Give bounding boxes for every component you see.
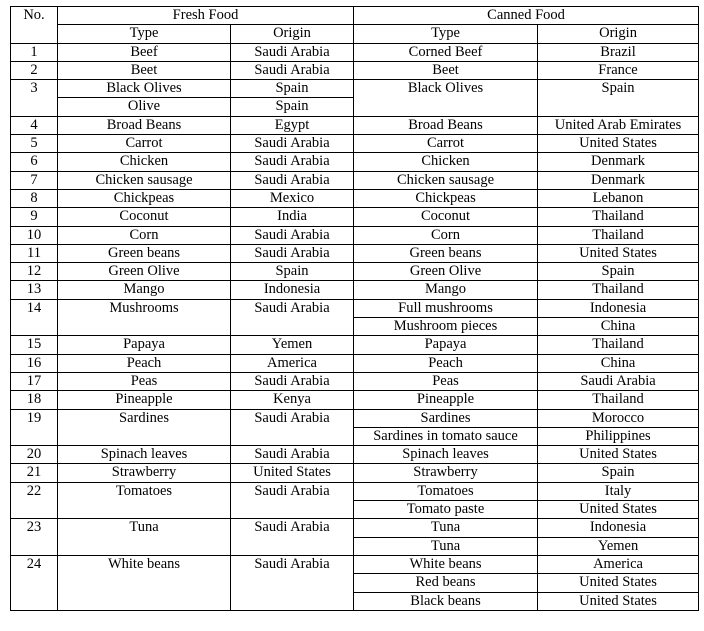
fresh-origin-cell: Saudi Arabia: [231, 153, 354, 171]
table-row: [11, 135, 699, 153]
row-number-cell: 13: [11, 281, 58, 299]
canned-type-cell: Mushroom pieces: [354, 318, 538, 336]
fresh-type-cell: Broad Beans: [58, 116, 231, 134]
fresh-origin-cell: Saudi Arabia: [231, 446, 354, 464]
fresh-type-cell: Beet: [58, 61, 231, 79]
canned-type-cell: Mango: [354, 281, 538, 299]
table-body: [11, 43, 699, 610]
fresh-origin-cell: Indonesia: [231, 281, 354, 299]
canned-type-cell: Strawberry: [354, 464, 538, 482]
canned-origin-cell: United Arab Emirates: [538, 116, 699, 134]
fresh-origin-cell: Saudi Arabia: [231, 482, 354, 519]
canned-origin-cell: Denmark: [538, 171, 699, 189]
fresh-type-cell: Strawberry: [58, 464, 231, 482]
canned-origin-cell: Spain: [538, 80, 699, 117]
canned-type-cell: Black Olives: [354, 80, 538, 117]
canned-type-cell: White beans: [354, 555, 538, 573]
table-row: [11, 80, 699, 98]
header-no: No.: [11, 7, 58, 44]
fresh-origin-cell: Kenya: [231, 391, 354, 409]
canned-type-cell: Chicken: [354, 153, 538, 171]
canned-origin-cell: Spain: [538, 263, 699, 281]
row-number-cell: 20: [11, 446, 58, 464]
fresh-type-cell: Beef: [58, 43, 231, 61]
table-row: [11, 171, 699, 189]
fresh-type-cell: Mango: [58, 281, 231, 299]
canned-origin-cell: Brazil: [538, 43, 699, 61]
fresh-origin-cell: Saudi Arabia: [231, 409, 354, 446]
header-fresh-origin: Origin: [231, 25, 354, 43]
row-number-cell: 10: [11, 226, 58, 244]
header-fresh-type: Type: [58, 25, 231, 43]
header-row-top: [11, 7, 699, 25]
table-row: [11, 354, 699, 372]
fresh-type-cell: Sardines: [58, 409, 231, 446]
fresh-origin-cell: Egypt: [231, 116, 354, 134]
table-row: [11, 153, 699, 171]
canned-type-cell: Sardines: [354, 409, 538, 427]
table-row: [11, 299, 699, 317]
canned-origin-cell: Saudi Arabia: [538, 372, 699, 390]
fresh-type-cell: Chicken: [58, 153, 231, 171]
canned-type-cell: Tomato paste: [354, 501, 538, 519]
table-row: [11, 189, 699, 207]
canned-origin-cell: Morocco: [538, 409, 699, 427]
header-fresh-food: Fresh Food: [58, 7, 354, 25]
canned-type-cell: Papaya: [354, 336, 538, 354]
table-row: [11, 409, 699, 427]
canned-origin-cell: Philippines: [538, 427, 699, 445]
canned-origin-cell: United States: [538, 501, 699, 519]
row-number-cell: 6: [11, 153, 58, 171]
fresh-type-cell: Chicken sausage: [58, 171, 231, 189]
fresh-type-cell: Green Olive: [58, 263, 231, 281]
table-row: [11, 43, 699, 61]
fresh-origin-cell: Mexico: [231, 189, 354, 207]
canned-origin-cell: Indonesia: [538, 299, 699, 317]
canned-type-cell: Peas: [354, 372, 538, 390]
canned-origin-cell: United States: [538, 574, 699, 592]
fresh-origin-cell: Saudi Arabia: [231, 171, 354, 189]
row-number-cell: 12: [11, 263, 58, 281]
canned-origin-cell: Thailand: [538, 208, 699, 226]
fresh-type-cell: Olive: [58, 98, 231, 116]
canned-origin-cell: Indonesia: [538, 519, 699, 537]
fresh-type-cell: Carrot: [58, 135, 231, 153]
canned-type-cell: Full mushrooms: [354, 299, 538, 317]
canned-type-cell: Black beans: [354, 592, 538, 610]
header-canned-food: Canned Food: [354, 7, 699, 25]
canned-type-cell: Peach: [354, 354, 538, 372]
fresh-origin-cell: Saudi Arabia: [231, 519, 354, 556]
row-number-cell: 24: [11, 555, 58, 610]
fresh-type-cell: Corn: [58, 226, 231, 244]
canned-origin-cell: Yemen: [538, 537, 699, 555]
row-number-cell: 11: [11, 244, 58, 262]
canned-type-cell: Coconut: [354, 208, 538, 226]
fresh-type-cell: Peas: [58, 372, 231, 390]
canned-origin-cell: Thailand: [538, 336, 699, 354]
table-row: [11, 519, 699, 537]
row-number-cell: 9: [11, 208, 58, 226]
canned-origin-cell: China: [538, 354, 699, 372]
fresh-origin-cell: India: [231, 208, 354, 226]
canned-type-cell: Green beans: [354, 244, 538, 262]
canned-type-cell: Green Olive: [354, 263, 538, 281]
canned-type-cell: Chicken sausage: [354, 171, 538, 189]
fresh-type-cell: Coconut: [58, 208, 231, 226]
row-number-cell: 23: [11, 519, 58, 556]
table-row: [11, 372, 699, 390]
fresh-type-cell: Pineapple: [58, 391, 231, 409]
canned-type-cell: Corned Beef: [354, 43, 538, 61]
row-number-cell: 21: [11, 464, 58, 482]
row-number-cell: 4: [11, 116, 58, 134]
fresh-type-cell: Tomatoes: [58, 482, 231, 519]
header-canned-type: Type: [354, 25, 538, 43]
fresh-origin-cell: Saudi Arabia: [231, 372, 354, 390]
canned-origin-cell: France: [538, 61, 699, 79]
canned-type-cell: Tuna: [354, 519, 538, 537]
canned-origin-cell: Italy: [538, 482, 699, 500]
row-number-cell: 22: [11, 482, 58, 519]
canned-origin-cell: United States: [538, 244, 699, 262]
canned-origin-cell: Denmark: [538, 153, 699, 171]
canned-origin-cell: Lebanon: [538, 189, 699, 207]
canned-type-cell: Tuna: [354, 537, 538, 555]
fresh-origin-cell: Spain: [231, 263, 354, 281]
row-number-cell: 15: [11, 336, 58, 354]
table-header: [11, 7, 699, 44]
canned-type-cell: Sardines in tomato sauce: [354, 427, 538, 445]
canned-origin-cell: Thailand: [538, 281, 699, 299]
canned-type-cell: Chickpeas: [354, 189, 538, 207]
row-number-cell: 8: [11, 189, 58, 207]
canned-type-cell: Pineapple: [354, 391, 538, 409]
canned-origin-cell: Thailand: [538, 391, 699, 409]
fresh-origin-cell: Saudi Arabia: [231, 43, 354, 61]
row-number-cell: 5: [11, 135, 58, 153]
table-row: [11, 61, 699, 79]
fresh-type-cell: Papaya: [58, 336, 231, 354]
row-number-cell: 7: [11, 171, 58, 189]
row-number-cell: 17: [11, 372, 58, 390]
row-number-cell: 3: [11, 80, 58, 117]
food-origin-table: [10, 6, 699, 611]
canned-origin-cell: China: [538, 318, 699, 336]
table-row: [11, 464, 699, 482]
fresh-type-cell: Green beans: [58, 244, 231, 262]
row-number-cell: 16: [11, 354, 58, 372]
canned-origin-cell: America: [538, 555, 699, 573]
table-row: [11, 336, 699, 354]
fresh-type-cell: Chickpeas: [58, 189, 231, 207]
row-number-cell: 2: [11, 61, 58, 79]
table-row: [11, 555, 699, 573]
fresh-origin-cell: Saudi Arabia: [231, 135, 354, 153]
fresh-origin-cell: United States: [231, 464, 354, 482]
row-number-cell: 19: [11, 409, 58, 446]
canned-origin-cell: United States: [538, 446, 699, 464]
fresh-origin-cell: Saudi Arabia: [231, 226, 354, 244]
canned-origin-cell: Thailand: [538, 226, 699, 244]
table-row: [11, 208, 699, 226]
fresh-origin-cell: Saudi Arabia: [231, 299, 354, 336]
fresh-origin-cell: Saudi Arabia: [231, 244, 354, 262]
fresh-origin-cell: Saudi Arabia: [231, 555, 354, 610]
fresh-type-cell: Black Olives: [58, 80, 231, 98]
canned-type-cell: Beet: [354, 61, 538, 79]
table-row: [11, 244, 699, 262]
row-number-cell: 14: [11, 299, 58, 336]
header-canned-origin: Origin: [538, 25, 699, 43]
canned-origin-cell: United States: [538, 135, 699, 153]
canned-type-cell: Carrot: [354, 135, 538, 153]
fresh-type-cell: White beans: [58, 555, 231, 610]
canned-origin-cell: United States: [538, 592, 699, 610]
canned-origin-cell: Spain: [538, 464, 699, 482]
table-row: [11, 226, 699, 244]
fresh-type-cell: Spinach leaves: [58, 446, 231, 464]
fresh-type-cell: Tuna: [58, 519, 231, 556]
row-number-cell: 1: [11, 43, 58, 61]
canned-type-cell: Broad Beans: [354, 116, 538, 134]
header-row-sub: [11, 25, 699, 43]
row-number-cell: 18: [11, 391, 58, 409]
table-row: [11, 263, 699, 281]
fresh-origin-cell: Yemen: [231, 336, 354, 354]
fresh-origin-cell: Saudi Arabia: [231, 61, 354, 79]
table-row: [11, 116, 699, 134]
fresh-origin-cell: Spain: [231, 80, 354, 98]
fresh-type-cell: Peach: [58, 354, 231, 372]
table-row: [11, 446, 699, 464]
table-row: [11, 391, 699, 409]
canned-type-cell: Corn: [354, 226, 538, 244]
canned-type-cell: Spinach leaves: [354, 446, 538, 464]
table-row: [11, 281, 699, 299]
canned-type-cell: Tomatoes: [354, 482, 538, 500]
fresh-type-cell: Mushrooms: [58, 299, 231, 336]
fresh-origin-cell: America: [231, 354, 354, 372]
fresh-origin-cell: Spain: [231, 98, 354, 116]
canned-type-cell: Red beans: [354, 574, 538, 592]
table-row: [11, 482, 699, 500]
